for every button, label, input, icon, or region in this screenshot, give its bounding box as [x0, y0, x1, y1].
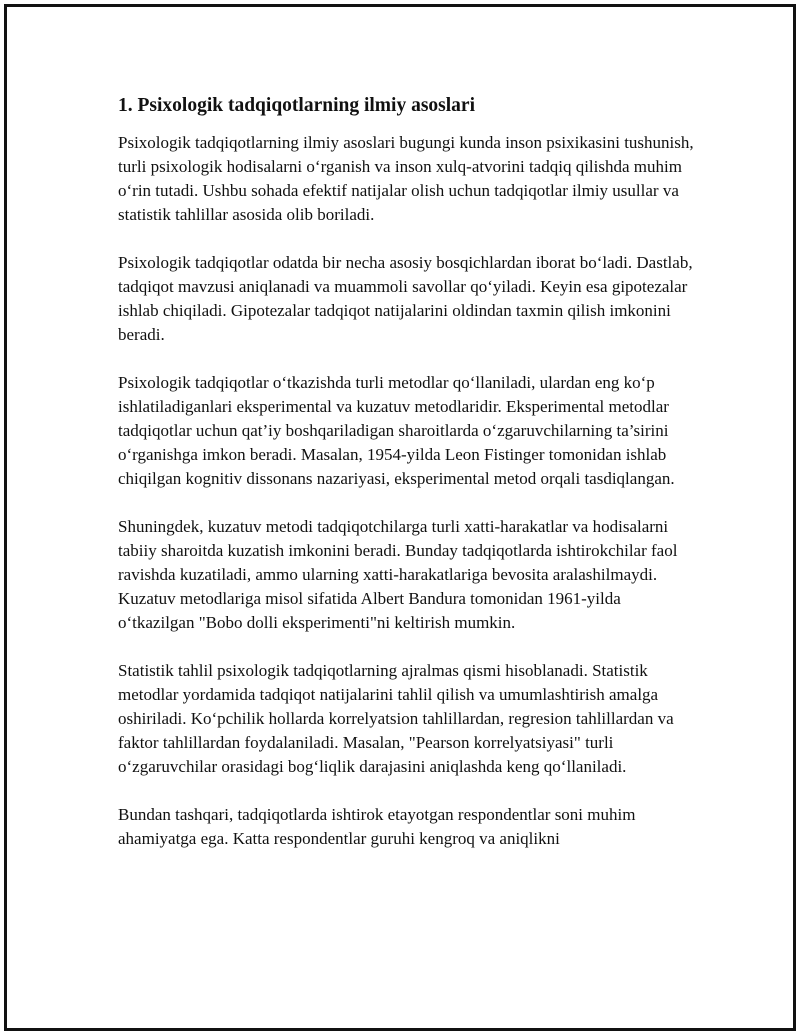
section-heading: 1. Psixologik tadqiqotlarning ilmiy asoslari [118, 95, 476, 116]
document-body [118, 93, 698, 875]
paragraph: Psixologik tadqiqotlar o‘tkazishda turli metodlar qo‘llaniladi, ulardan eng ko‘p ishlatiladiganlari eksperimental va kuzatuv metodlaridir. Eksperimental metodlar tadqiqotlar uchun qat’iy boshqariladigan sharoitlarda o‘zgaruvchilarning ta’sirini o‘rganishga imkon beradi. Masalan, 1954-yilda Leon Fistinger tomonidan ishlab chiqilgan kognitiv dissonans nazariyasi, eksperimental metod orqali tasdiqlangan. [118, 373, 675, 488]
paragraph: Statistik tahlil psixologik tadqiqotlarning ajralmas qismi hisoblanadi. Statistik metodlar yordamida tadqiqot natijalarini tahlil qilish va umumlashtirish amalga oshiriladi. Ko‘pchilik hollarda korrelyatsion tahlillardan, regresion tahlillardan va faktor tahlillardan foydalaniladi. Masalan, "Pearson korrelyatsiyasi" turli o‘zgaruvchilar orasidagi bog‘liqlik darajasini aniqlashda keng qo‘llaniladi. [118, 661, 674, 776]
paragraph: Psixologik tadqiqotlar odatda bir necha asosiy bosqichlardan iborat bo‘ladi. Dastlab, tadqiqot mavzusi aniqlanadi va muammoli savollar qo‘yiladi. Keyin esa gipotezalar ishlab chiqiladi. Gipotezalar tadqiqot natijalarini oldindan taxmin qilish imkonini beradi. [118, 253, 693, 344]
paragraph: Bundan tashqari, tadqiqotlarda ishtirok etayotgan respondentlar soni muhim ahamiyatga ega. Katta respondentlar guruhi kengroq va aniqlikni [118, 805, 636, 848]
paragraph: Psixologik tadqiqotlarning ilmiy asoslari bugungi kunda inson psixikasini tushunish, turli psixologik hodisalarni o‘rganish va inson xulq-atvorini tadqiq qilishda muhim o‘rin tutadi. Ushbu sohada efektif natijalar olish uchun tadqiqotlar ilmiy usullar va statistik tahlillar asosida olib boriladi. [118, 133, 694, 224]
paragraph: Shuningdek, kuzatuv metodi tadqiqotchilarga turli xatti-harakatlar va hodisalarni tabiiy sharoitda kuzatish imkonini beradi. Bunday tadqiqotlarda ishtirokchilar faol ravishda kuzatiladi, ammo ularning xatti-harakatlariga bevosita aralashilmaydi. Kuzatuv metodlariga misol sifatida Albert Bandura tomonidan 1961-yilda o‘tkazilgan "Bobo dolli eksperimenti"ni keltirish mumkin. [118, 517, 678, 632]
